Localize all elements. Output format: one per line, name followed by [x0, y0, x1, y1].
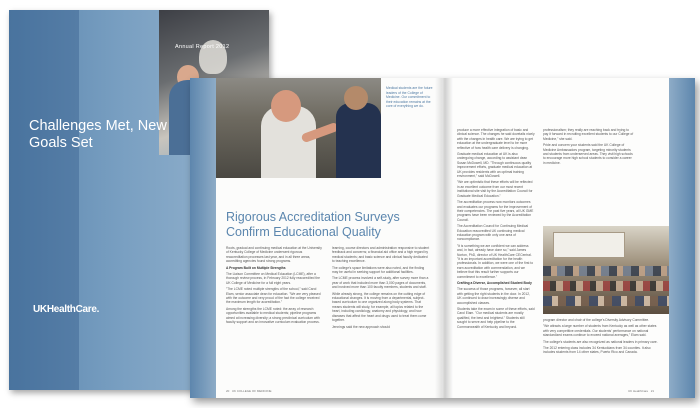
article-paragraph: Students take the exam in some of these efforts, said Carol Elam. "Our medical students are mostly qualified, the best and brightest." Students still sought to serve and help pipeline to the Commonwealth of Kentucky and beyond.: [457, 307, 535, 329]
article-paragraph: "We are optimistic that these efforts will be reflected in an excellent outcome from our most recent institutional site visit by the Accreditation Council for Graduate Medical Education.": [457, 180, 533, 198]
right-page-number: 21: [650, 389, 655, 393]
article-paragraph: "It is something we are confident we can address and, in fact, already have done so," said James Norton, PhD, director of UK HealthCare CECentral. "It is an important accreditation for the health professionals. In addition, we were one of the first to earn accreditation with commendation, and we believe that this result further supports our commitment to excellence.": [457, 243, 534, 279]
right-page-column-1: [457, 128, 535, 331]
photo-professor-head: [271, 90, 301, 122]
cover-color-band: [9, 10, 79, 390]
right-page-footer: [628, 389, 654, 393]
photo-caption: Medical students are the future leaders of the College of Medicine. Our commitment to their education remains at the core of everything we do.: [386, 86, 433, 109]
article-paragraph: The 2012 entering class includes 34 Kentuckians from 34 counties. It also includes students from 14 other states, Puerto Rico and Canada.: [543, 346, 651, 355]
right-page: [443, 78, 695, 398]
uk-healthcare-logo: UKHealthCare.: [33, 304, 100, 315]
cover-title: Challenges Met, New Goals Set: [29, 118, 167, 151]
classroom-row-3: [543, 296, 669, 306]
right-page-classroom-photo: [543, 226, 669, 314]
left-page-number: 20: [226, 389, 230, 393]
article-paragraph: program director and chair of the college's Diversity Advisory Committee.: [543, 318, 650, 322]
left-page-footer-label: UK COLLEGE OF MEDICINE: [231, 389, 272, 393]
left-page-blue-strip: [190, 78, 216, 398]
right-page-blue-strip: [669, 78, 695, 398]
classroom-row-1: [543, 266, 669, 276]
right-page-column-2: [543, 128, 635, 167]
cover-report-label: Annual Report 2012: [175, 44, 230, 50]
article-paragraph: Graduate medical education at UK is also undergoing change, according to assistant dean Susan McDowell, MD. "Through continuous quality improvement efforts, graduate medical education at UK provides residents with an optimal training environment," said McDowell.: [457, 152, 533, 179]
article-paragraph: Jennings said the new approach should: [332, 324, 390, 329]
article-subheading: Crafting a Diverse, Accomplished Student Body: [457, 281, 532, 285]
left-page-footer: [226, 389, 272, 393]
article-paragraph: The Accreditation Council for Continuing Medical Education reaccredited UK continuing medical education program with only one area of noncompliance.: [457, 224, 529, 242]
article-paragraph: learning, course directors and administration responsive to student feedback and concerns; a financial aid office and a high regard by medical students; and basic science and clinical faculty dedicated to teaching excellence.: [332, 246, 430, 264]
article-paragraph: Among the strengths the LCME noted: the array of research opportunities available to medical students; pipeline programs aimed at increasing diversity; a strong preclinical curriculum with faculty support and an innovative curriculum evaluation process.: [226, 306, 320, 325]
article-paragraph: produce a more effective integration of basic and clinical science. The changes he said dovetails nicely with the changes in health care. We are trying to get education at the undergraduate level to be more reflective of how health care delivery is changing.: [457, 128, 535, 150]
article-paragraph: "The LCME noted multiple strengths of the school," said Carol Elam, senior associate dean for education. "We are very pleased with the outcome and very proud of the fact the college received the maximum length for accreditation.": [226, 287, 321, 305]
article-paragraph: professionalism; they really are reaching back and trying to pay it forward in recruiting excellent students to our College of Medicine," she said.: [543, 128, 634, 141]
article-paragraph: Pride and concern your students said the UK College of Medicine Ambassadors program, targeting minority students and students from underserved areas. They visit high schools to encourage more high school students to consider a career in medicine.: [543, 143, 633, 165]
classroom-board: [553, 232, 625, 258]
left-page: [190, 78, 442, 398]
article-paragraph: The college's space limitations were also noted, and the finding may be useful in seeking support for additional facilities.: [332, 265, 425, 275]
article-paragraph: The success of those programs, however, all start with getting the right students in the door. In 2012, UK continued to draw increasingly diverse and accomplished classes.: [457, 287, 530, 305]
right-page-footer-label: UK HealthCare: [628, 389, 649, 393]
article-paragraph: The LCME process involved a self-study, after survey more than a year of work that included more than 3,000 pages of documents, and involved more than 100 faculty members, students and staff.: [332, 276, 429, 290]
article-paragraph: The Liaison Committee on Medical Education (LCME), after a thorough review process, in February 2012 fully reaccredited the UK College of Medicine for a full eight years.: [226, 272, 321, 285]
article-paragraph: "We attracts a large number of students from Kentucky as well as other states with very competitive credentials. Our students' performance on national standardized exams continue to exceed national averages," Elam said.: [543, 324, 657, 338]
photo-student-body: [336, 103, 381, 178]
left-page-photo: [216, 78, 381, 178]
right-page-column-3: [543, 318, 661, 357]
photo-student-head: [344, 86, 368, 110]
article-paragraph: While already strong, the college remains on the cutting edge of educational changes. It is moving from a departmental, subject-based curriculum to one organized along body systems. That means students will study, for example, all topics related to the heart, including cardiology, anatomy and physiology, and how diseases that affect the heart and drugs used to treat them come together.: [332, 291, 427, 323]
open-report-spread: [190, 78, 695, 398]
article-paragraph: Roots, gradual and continuing medical education at the University of Kentucky College of Medicine underwent rigorous reaccreditation processes last year, and in all three areas, accrediting agencies found strong programs.: [226, 246, 322, 264]
left-page-column-2: [332, 246, 430, 331]
article-subheading: A Program Built on Multiple Strengths: [226, 265, 286, 270]
article-paragraph: The college's students are also recognized as national leaders in primary care.: [543, 339, 658, 344]
article-headline: Rigorous Accreditation Surveys Confirm Educational Quality: [226, 210, 400, 239]
left-page-column-1: [226, 246, 324, 327]
spread-gutter: [435, 78, 453, 398]
classroom-row-2: [543, 281, 669, 291]
article-paragraph: The accreditation process now monitors outcomes and evaluates our programs for the improvement of their competencies. The past five years, all UK GME programs have been reviewed by the Accreditation Council.: [457, 200, 534, 222]
